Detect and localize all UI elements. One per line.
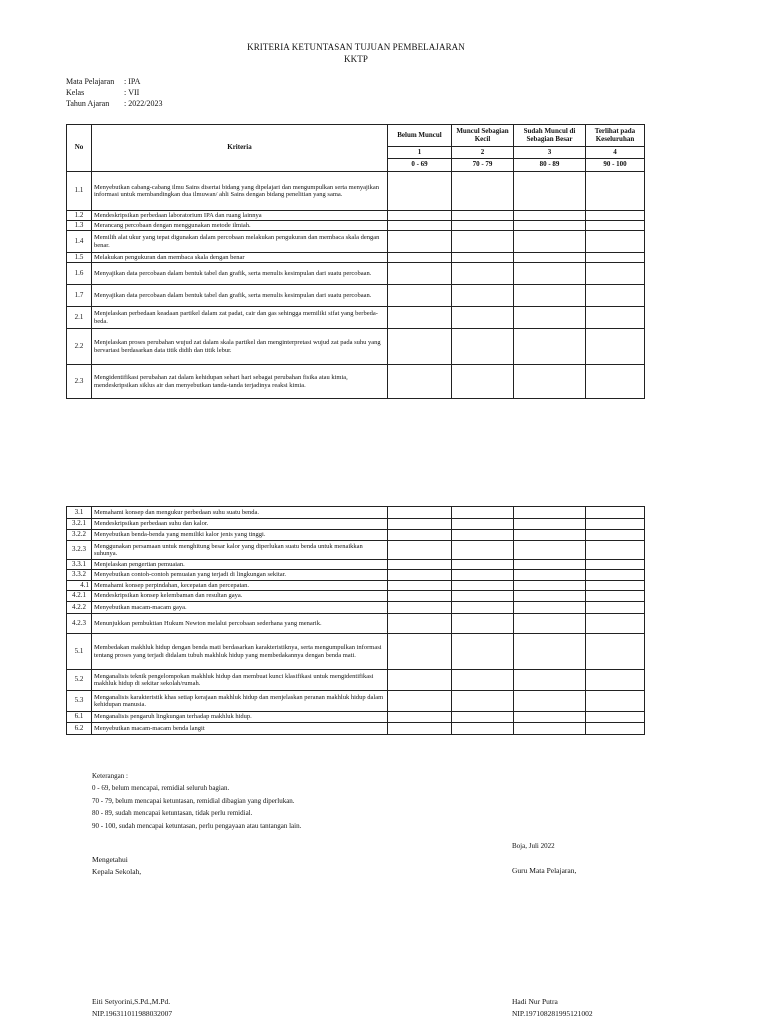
score-cell[interactable]	[586, 263, 645, 285]
score-cell[interactable]	[514, 307, 586, 329]
table-row	[67, 507, 645, 519]
info-value: VII	[128, 88, 140, 97]
header-level-range: 80 - 89	[514, 159, 586, 172]
header-kriteria: Kriteria	[92, 125, 388, 172]
score-cell[interactable]	[388, 519, 452, 530]
header-level-range: 70 - 79	[452, 159, 514, 172]
notes-item: 80 - 89, sudah mencapai ketuntasan, tidak perlu remidial.	[92, 809, 253, 818]
score-cell[interactable]	[452, 172, 514, 211]
criteria-text: Menganalisis pengaruh lingkungan terhadap makhluk hidup.	[92, 712, 388, 723]
row-number: 4.2.2	[67, 602, 92, 614]
notes-item: 70 - 79, belum mencapai ketuntasan, remidial dibagian yang diperlukan.	[92, 796, 295, 805]
row-number: 6.2	[67, 723, 92, 735]
table-row	[67, 231, 645, 253]
score-cell[interactable]	[586, 329, 645, 365]
score-cell[interactable]	[514, 211, 586, 221]
principal-name: Eiti Setyorini,S.Pd.,M.Pd.	[92, 997, 171, 1006]
row-number: 3.2.3	[67, 541, 92, 560]
header-level-number: 2	[452, 147, 514, 159]
row-number: 1.7	[67, 285, 92, 307]
table-row	[67, 307, 645, 329]
notes-item: 0 - 69, belum mencapai, remidial seluruh bagian.	[92, 784, 230, 793]
score-cell[interactable]	[452, 519, 514, 530]
score-cell[interactable]	[586, 723, 645, 735]
header-level-number: 4	[586, 147, 645, 159]
score-cell[interactable]	[586, 172, 645, 211]
document-subtitle: KKTP	[344, 54, 368, 64]
score-cell[interactable]	[388, 634, 452, 670]
score-cell[interactable]	[388, 329, 452, 365]
row-number: 1.3	[67, 221, 92, 231]
table-row	[67, 221, 645, 231]
table-row	[67, 614, 645, 634]
table-row	[67, 172, 645, 211]
score-cell[interactable]	[514, 560, 586, 570]
score-cell[interactable]	[388, 285, 452, 307]
table-row	[67, 560, 645, 570]
row-number: 4.2.1	[67, 591, 92, 602]
score-cell[interactable]	[586, 602, 645, 614]
criteria-text: Menyebutkan macam-macam gaya.	[92, 602, 388, 614]
score-cell[interactable]	[388, 530, 452, 541]
score-cell[interactable]	[452, 253, 514, 263]
criteria-text: Menyebutkan contoh-contoh pemuaian yang terjadi di lingkungan sekitar.	[92, 570, 388, 581]
score-cell[interactable]	[586, 712, 645, 723]
table-row	[67, 691, 645, 712]
row-number: 1.6	[67, 263, 92, 285]
score-cell[interactable]	[586, 541, 645, 560]
score-cell[interactable]	[388, 570, 452, 581]
score-cell[interactable]	[514, 614, 586, 634]
score-cell[interactable]	[514, 253, 586, 263]
score-cell[interactable]	[586, 614, 645, 634]
teacher-role: Guru Mata Pelajaran,	[512, 866, 577, 875]
score-cell[interactable]	[514, 570, 586, 581]
score-cell[interactable]	[388, 221, 452, 231]
score-cell[interactable]	[514, 691, 586, 712]
score-cell[interactable]	[452, 591, 514, 602]
row-number: 2.1	[67, 307, 92, 329]
criteria-text: Mengidentifikasi perubahan zat dalam kehidupan sehari hari sebagai perubahan fisika atau kimia, mendeskripsikan siklus air dan menyebutkan tanda-tanda terjadinya reaksi kimia.	[92, 365, 388, 399]
kktp-table-part1	[66, 124, 645, 399]
score-cell[interactable]	[452, 211, 514, 221]
row-number: 5.3	[67, 691, 92, 712]
table-row	[67, 570, 645, 581]
header-level-label: Terlihat pada Keseluruhan	[586, 125, 645, 147]
principal-acknowledgement	[92, 854, 141, 878]
table-row	[67, 670, 645, 691]
principal-signature	[92, 996, 172, 1019]
score-cell[interactable]	[388, 307, 452, 329]
score-cell[interactable]	[388, 211, 452, 221]
criteria-text: Mendeskripsikan konsep kelembaman dan resultan gaya.	[92, 591, 388, 602]
table-row	[67, 285, 645, 307]
criteria-text: Mendeskripsikan perbedaan laboratorium IPA dan ruang lainnya	[92, 211, 388, 221]
score-cell[interactable]	[514, 365, 586, 399]
criteria-text: Menjelaskan pengertian pemuaian.	[92, 560, 388, 570]
criteria-text: Menyajikan data percobaan dalam bentuk tabel dan grafik, serta menulis kesimpulan dari suatu percobaan.	[92, 263, 388, 285]
score-cell[interactable]	[452, 634, 514, 670]
info-block	[66, 76, 162, 109]
criteria-text: Menganalisis karakteristik khas setiap kerajaan makhluk hidup dan menjelaskan peranan makhluk hidup dalam kehidupan manusia.	[92, 691, 388, 712]
teacher-name: Hadi Nur Putra	[512, 997, 558, 1006]
row-number: 2.3	[67, 365, 92, 399]
score-cell[interactable]	[452, 691, 514, 712]
criteria-text: Membedakan makhluk hidup dengan benda mati berdasarkan karakteristiknya, serta mengumpulkan informasi tentang proses yang terjadi didalam tubuh makhluk hidup yang membedakannya dengan benda mati.	[92, 634, 388, 670]
row-number: 4.2.3	[67, 614, 92, 634]
score-cell[interactable]	[514, 329, 586, 365]
info-sep: :	[124, 88, 127, 97]
row-number: 4.1	[67, 581, 92, 591]
criteria-text: Memahami konsep dan mengukur perbedaan suhu suatu benda.	[92, 507, 388, 519]
score-cell[interactable]	[452, 231, 514, 253]
header-level-range: 90 - 100	[586, 159, 645, 172]
header-level-label: Muncul Sebagian Kecil	[452, 125, 514, 147]
place-date: Boja, Juli 2022	[512, 842, 555, 850]
score-cell[interactable]	[586, 365, 645, 399]
score-cell[interactable]	[452, 285, 514, 307]
criteria-text: Menunjukkan pembuktian Hukum Newton melalui percobaan sederhana yang menarik.	[92, 614, 388, 634]
row-number: 3.2.2	[67, 530, 92, 541]
table-row	[67, 541, 645, 560]
criteria-text: Menyebutkan cabang-cabang ilmu Sains disertai bidang yang dipelajari dan mengumpulkan serta menyajikan informasi untuk membandingkan dua ilmuwan/ ahli Sains dengan bidang penelitian yang sama.	[92, 172, 388, 211]
table-row	[67, 591, 645, 602]
info-sep: :	[124, 77, 127, 86]
score-cell[interactable]	[452, 221, 514, 231]
score-cell[interactable]	[586, 231, 645, 253]
score-cell[interactable]	[388, 172, 452, 211]
row-number: 3.2.1	[67, 519, 92, 530]
info-value: 2022/2023	[128, 99, 163, 108]
score-cell[interactable]	[586, 530, 645, 541]
row-number: 5.1	[67, 634, 92, 670]
criteria-text: Menganalisis teknik pengelompokan makhluk hidup dan membuat kunci klasifikasi untuk mengidentifikasi makhluk hidup di sekitar sekolah/rumah.	[92, 670, 388, 691]
score-cell[interactable]	[514, 221, 586, 231]
info-sep: :	[124, 99, 127, 108]
principal-nip: NIP.196311011988032007	[92, 1008, 173, 1018]
row-number: 1.2	[67, 211, 92, 221]
info-value: IPA	[128, 77, 141, 86]
score-cell[interactable]	[586, 519, 645, 530]
score-cell[interactable]	[514, 723, 586, 735]
score-cell[interactable]	[514, 602, 586, 614]
header-level-label: Belum Muncul	[388, 125, 452, 147]
score-cell[interactable]	[586, 591, 645, 602]
score-cell[interactable]	[586, 691, 645, 712]
score-cell[interactable]	[452, 263, 514, 285]
table-row	[67, 211, 645, 221]
score-cell[interactable]	[586, 253, 645, 263]
info-label: Tahun Ajaran	[66, 99, 110, 108]
row-number: 3.3.1	[67, 560, 92, 570]
table-row	[67, 530, 645, 541]
criteria-text: Melakukan pengukuran dan membaca skala dengan benar	[92, 253, 388, 263]
score-cell[interactable]	[452, 570, 514, 581]
score-cell[interactable]	[388, 602, 452, 614]
score-cell[interactable]	[452, 307, 514, 329]
row-number: 2.2	[67, 329, 92, 365]
score-cell[interactable]	[514, 591, 586, 602]
score-cell[interactable]	[452, 541, 514, 560]
row-number: 1.5	[67, 253, 92, 263]
criteria-text: Memilih alat ukur yang tepat digunakan dalam percobaan melakukan pengukuran dan membaca skala dengan benar.	[92, 231, 388, 253]
kktp-table-part2	[66, 506, 645, 735]
row-number: 6.1	[67, 712, 92, 723]
table-row	[67, 712, 645, 723]
score-cell[interactable]	[388, 581, 452, 591]
criteria-text: Menyajikan data percobaan dalam bentuk tabel dan grafik, serta menulis kesimpulan dari suatu percobaan.	[92, 285, 388, 307]
table-row	[67, 723, 645, 735]
score-cell[interactable]	[388, 231, 452, 253]
score-cell[interactable]	[514, 541, 586, 560]
score-cell[interactable]	[514, 231, 586, 253]
score-cell[interactable]	[514, 172, 586, 211]
info-label: Kelas	[66, 88, 85, 97]
row-number: 3.1	[67, 507, 92, 519]
score-cell[interactable]	[388, 365, 452, 399]
score-cell[interactable]	[514, 507, 586, 519]
score-cell[interactable]	[586, 507, 645, 519]
table-row	[67, 581, 645, 591]
header-level-range: 0 - 69	[388, 159, 452, 172]
score-cell[interactable]	[388, 253, 452, 263]
criteria-text: Menjelaskan proses perubahan wujud zat dalam skala partikel dan menginterpretasi wujud zat pada suhu yang bervariasi berdasarkan data titik didih dan titik lebur.	[92, 329, 388, 365]
row-number: 1.4	[67, 231, 92, 253]
score-cell[interactable]	[514, 634, 586, 670]
score-cell[interactable]	[452, 560, 514, 570]
table-row	[67, 634, 645, 670]
score-cell[interactable]	[514, 670, 586, 691]
header-level-number: 3	[514, 147, 586, 159]
score-cell[interactable]	[388, 723, 452, 735]
table-row	[67, 519, 645, 530]
score-cell[interactable]	[388, 670, 452, 691]
acknowledge-label: Mengetahui	[92, 855, 128, 864]
score-cell[interactable]	[452, 614, 514, 634]
info-row	[66, 87, 162, 98]
table-row	[67, 253, 645, 263]
criteria-text: Mendeskripsikan perbedaan suhu dan kalor.	[92, 519, 388, 530]
criteria-text: Menggunakan persamaan untuk menghitung besar kalor yang diperlukan suatu benda untuk menaikkan suhunya.	[92, 541, 388, 560]
score-cell[interactable]	[452, 365, 514, 399]
score-cell[interactable]	[452, 602, 514, 614]
header-no: No	[67, 125, 92, 172]
score-cell[interactable]	[452, 507, 514, 519]
info-label: Mata Pelajaran	[66, 77, 115, 86]
header-level-number: 1	[388, 147, 452, 159]
notes-heading: Keterangan :	[92, 772, 128, 780]
score-cell[interactable]	[586, 570, 645, 581]
score-cell[interactable]	[514, 712, 586, 723]
score-cell[interactable]	[514, 581, 586, 591]
score-cell[interactable]	[452, 530, 514, 541]
score-cell[interactable]	[388, 614, 452, 634]
score-cell[interactable]	[586, 634, 645, 670]
score-cell[interactable]	[586, 221, 645, 231]
score-cell[interactable]	[388, 541, 452, 560]
notes-item: 90 - 100, sudah mencapai ketuntasan, perlu pengayaan atau tantangan lain.	[92, 821, 302, 830]
score-cell[interactable]	[388, 591, 452, 602]
criteria-text: Menyebutkan macam-macam benda langit	[92, 723, 388, 735]
table-row	[67, 365, 645, 399]
score-cell[interactable]	[514, 519, 586, 530]
score-cell[interactable]	[388, 263, 452, 285]
score-cell[interactable]	[514, 530, 586, 541]
score-cell[interactable]	[586, 670, 645, 691]
criteria-text: Memahami konsep perpindahan, kecepatan dan percepatan.	[92, 581, 388, 591]
row-number: 3.3.2	[67, 570, 92, 581]
table-row	[67, 329, 645, 365]
teacher-nip: NIP.197108281995121002	[512, 1008, 593, 1018]
score-cell[interactable]	[452, 712, 514, 723]
criteria-text: Menyebutkan benda-benda yang memiliki kalor jenis yang tinggi.	[92, 530, 388, 541]
notes-block	[92, 770, 301, 832]
row-number: 5.2	[67, 670, 92, 691]
score-cell[interactable]	[586, 285, 645, 307]
criteria-text: Menjelaskan perbedaan keadaan partikel dalam zat padat, cair dan gas sehingga memiliki sifat yang berbeda-beda.	[92, 307, 388, 329]
table-row	[67, 263, 645, 285]
score-cell[interactable]	[388, 507, 452, 519]
table-row	[67, 602, 645, 614]
score-cell[interactable]	[452, 581, 514, 591]
criteria-text: Merancang percobaan dengan menggunakan metode ilmiah.	[92, 221, 388, 231]
score-cell[interactable]	[586, 307, 645, 329]
score-cell[interactable]	[388, 712, 452, 723]
info-row	[66, 98, 162, 109]
principal-role: Kepala Sekolah,	[92, 867, 142, 876]
score-cell[interactable]	[514, 263, 586, 285]
score-cell[interactable]	[452, 723, 514, 735]
score-cell[interactable]	[388, 691, 452, 712]
teacher-signature	[512, 996, 593, 1019]
header-level-label: Sudah Muncul di Sebagian Besar	[514, 125, 586, 147]
score-cell[interactable]	[452, 670, 514, 691]
score-cell[interactable]	[388, 560, 452, 570]
score-cell[interactable]	[514, 285, 586, 307]
score-cell[interactable]	[586, 581, 645, 591]
row-number: 1.1	[67, 172, 92, 211]
score-cell[interactable]	[452, 329, 514, 365]
document-title: KRITERIA KETUNTASAN TUJUAN PEMBELAJARAN	[247, 42, 465, 52]
score-cell[interactable]	[586, 560, 645, 570]
score-cell[interactable]	[586, 211, 645, 221]
info-row	[66, 76, 162, 87]
